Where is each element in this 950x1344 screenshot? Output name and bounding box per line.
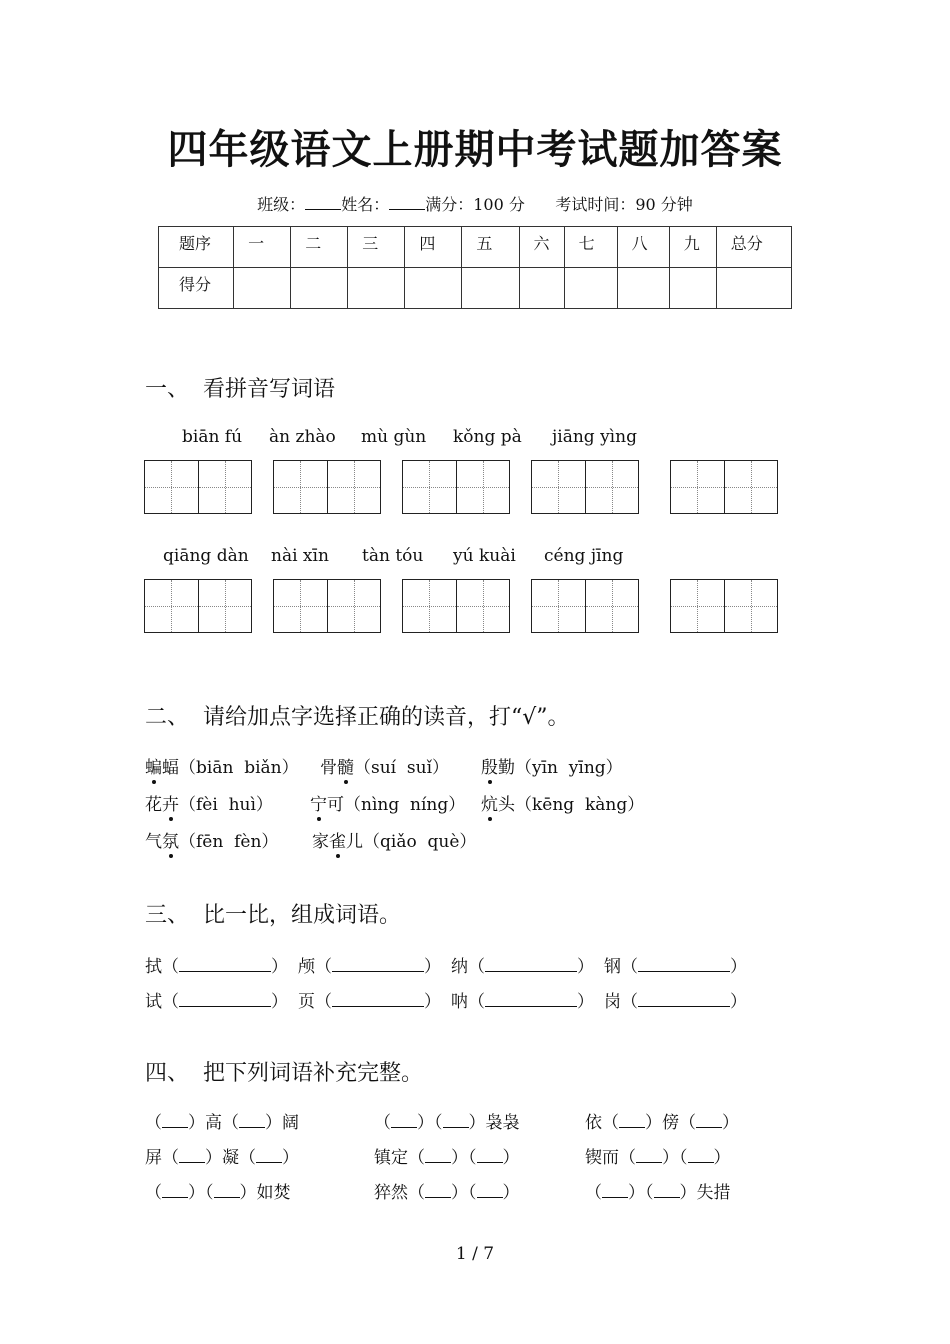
pinyin-label: yú kuài [453,546,516,566]
name-label: 姓名： [341,195,390,214]
exam-time: 考试时间：90 分钟 [555,195,693,214]
section-1-title: 一、 看拼音写词语 [145,377,335,402]
score-cell[interactable] [617,268,669,309]
reading-item[interactable]: 宁可（nìng níng） [310,790,465,815]
score-table [158,226,792,309]
reading-item[interactable]: 炕头（kēng kàng） [481,790,644,815]
score-cell[interactable] [669,268,716,309]
tianzige-box[interactable] [144,460,252,514]
pinyin-label: àn zhào [269,427,336,447]
idiom-item[interactable]: （ ）高（ ）阔 [145,1113,299,1133]
page-number: 1 / 7 [455,1244,495,1264]
word-item[interactable]: 拭（ ） [145,957,288,977]
tianzige-box[interactable] [144,579,252,633]
word-item[interactable]: 颅（ ） [298,957,441,977]
idiom-item[interactable]: 镇定（ ）（ ） [374,1148,520,1168]
score-header-cell: 一 [234,227,291,268]
score-header-cell: 六 [519,227,564,268]
name-blank[interactable] [389,194,425,210]
word-item[interactable]: 呐（ ） [451,992,594,1012]
score-cell[interactable] [291,268,348,309]
reading-item[interactable]: 蝙蝠（biān biǎn） [145,753,299,778]
dotted-char: 氛 [162,827,179,852]
exam-info [0,192,950,215]
reading-item[interactable]: 骨髓（suí suǐ） [320,753,449,778]
tianzige-box[interactable] [402,579,510,633]
dotted-char: 卉 [162,790,179,815]
pinyin-label: jiāng yìng [552,427,637,447]
score-cell[interactable] [462,268,519,309]
idiom-item[interactable]: 猝然（ ）（ ） [374,1183,520,1203]
score-table-score-row [159,268,792,309]
tianzige-box[interactable] [531,460,639,514]
tianzige-box[interactable] [670,579,778,633]
word-item[interactable]: 试（ ） [145,992,288,1012]
pinyin-label: céng jīng [544,546,624,566]
word-item[interactable]: 岗（ ） [604,992,747,1012]
tianzige-box[interactable] [273,460,381,514]
idiom-item[interactable]: 锲而（ ）（ ） [585,1148,731,1168]
dotted-char: 蝙 [145,753,162,778]
score-table-header-row [159,227,792,268]
section-3-title: 三、 比一比，组成词语。 [145,903,401,928]
reading-item[interactable]: 气氛（fēn fèn） [145,827,278,852]
pinyin-label: mù gùn [361,427,427,447]
score-header-cell: 八 [617,227,669,268]
idiom-item[interactable]: （ ）（ ）失措 [585,1183,731,1203]
section-2-title: 二、 请给加点字选择正确的读音，打“√”。 [145,705,570,730]
class-label: 班级： [257,195,306,214]
tianzige-box[interactable] [531,579,639,633]
full-score: 满分：100 分 [425,195,525,214]
pinyin-label: tàn tóu [362,546,424,566]
class-blank[interactable] [305,194,341,210]
pinyin-label: biān fú [182,427,243,447]
idiom-item[interactable]: （ ）（ ）如焚 [145,1183,291,1203]
score-cell[interactable] [716,268,791,309]
score-cell[interactable] [234,268,291,309]
score-cell[interactable] [519,268,564,309]
dotted-char: 雀 [329,827,346,852]
reading-item[interactable]: 家雀儿（qiǎo què） [312,827,476,852]
idiom-item[interactable]: 依（ ）傍（ ） [585,1113,739,1133]
score-header-cell: 五 [462,227,519,268]
score-row-label: 得分 [159,268,234,309]
section-4-title: 四、 把下列词语补充完整。 [145,1061,423,1086]
word-item[interactable]: 纳（ ） [451,957,594,977]
score-header-cell: 二 [291,227,348,268]
dotted-char: 髓 [337,753,354,778]
pinyin-label: kǒng pà [453,427,522,447]
reading-item[interactable]: 花卉（fèi huì） [145,790,273,815]
score-header-cell: 总分 [716,227,791,268]
reading-item[interactable]: 殷勤（yīn yīng） [481,753,623,778]
tianzige-box[interactable] [670,460,778,514]
score-cell[interactable] [405,268,462,309]
score-header-cell: 题序 [159,227,234,268]
tianzige-box[interactable] [402,460,510,514]
page-title: 四年级语文上册期中考试题加答案 [167,126,783,173]
dotted-char: 宁 [310,790,327,815]
dotted-char: 炕 [481,790,498,815]
word-item[interactable]: 页（ ） [298,992,441,1012]
score-cell[interactable] [564,268,617,309]
score-cell[interactable] [348,268,405,309]
dotted-char: 殷 [481,753,498,778]
score-header-cell: 七 [564,227,617,268]
pinyin-label: qiāng dàn [163,546,249,566]
tianzige-box[interactable] [273,579,381,633]
score-header-cell: 九 [669,227,716,268]
score-header-cell: 四 [405,227,462,268]
score-header-cell: 三 [348,227,405,268]
idiom-item[interactable]: 屏（ ）凝（ ） [145,1148,299,1168]
idiom-item[interactable]: （ ）（ ）袅袅 [374,1113,520,1133]
pinyin-label: nài xīn [271,546,329,566]
word-item[interactable]: 钢（ ） [604,957,747,977]
